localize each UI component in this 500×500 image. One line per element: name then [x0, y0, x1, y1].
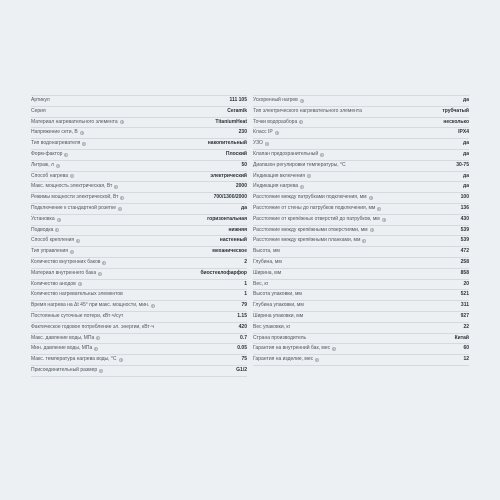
info-icon[interactable]: i	[316, 358, 318, 363]
spec-label-text: Тип электрического нагревательного элемента	[253, 107, 362, 114]
info-icon[interactable]: i	[104, 260, 105, 265]
spec-value: IPX4	[458, 129, 469, 136]
spec-row	[253, 334, 469, 345]
spec-row	[253, 355, 469, 366]
spec-value: 0.7	[240, 334, 247, 341]
spec-value: несколько	[443, 118, 469, 125]
info-icon[interactable]: i	[383, 217, 385, 222]
spec-value: 50	[241, 161, 247, 168]
spec-row	[31, 128, 247, 139]
spec-row	[253, 236, 469, 247]
spec-row	[31, 290, 247, 301]
spec-label-text: Высота, мм	[253, 248, 280, 255]
spec-label-text: Материал нагревательного элемента	[31, 118, 118, 125]
spec-label-text: Подключение к стандартной розетке	[31, 204, 116, 211]
spec-value: 430	[460, 215, 469, 222]
spec-label	[31, 96, 50, 106]
spec-label-text: Глубина упаковки, мм	[253, 302, 304, 309]
spec-value: 60	[463, 345, 469, 352]
spec-label-text: Время нагрева на Δt 45° при макс. мощности, мин.	[31, 302, 150, 309]
spec-sheet	[31, 95, 469, 377]
spec-label-text: Расстояние между крепёжными планками, мм	[253, 237, 361, 244]
spec-label-text: УЗО	[253, 140, 263, 147]
spec-value: 136	[460, 204, 469, 211]
spec-row	[253, 312, 469, 323]
spec-label-text: Подводка	[31, 226, 54, 233]
spec-label	[31, 172, 74, 182]
spec-label-text: Страна производитель	[253, 334, 307, 341]
spec-value: G1/2	[236, 366, 247, 373]
spec-label-text: Высота упаковки, мм	[253, 291, 302, 298]
spec-label	[253, 96, 304, 106]
spec-label	[31, 247, 74, 257]
spec-label	[253, 139, 269, 149]
spec-label-text: Серия	[31, 107, 46, 114]
info-icon[interactable]: i	[77, 239, 79, 244]
spec-row	[253, 323, 469, 334]
spec-row	[31, 182, 247, 193]
spec-row	[31, 150, 247, 161]
spec-row	[253, 290, 469, 301]
spec-label	[31, 344, 98, 354]
spec-value: 539	[460, 237, 469, 244]
spec-label	[253, 172, 311, 182]
spec-label	[31, 118, 124, 128]
spec-value: трубчатый	[442, 107, 469, 114]
spec-label-text: Макс. температура нагрева воды, °С	[31, 356, 117, 363]
spec-row	[31, 247, 247, 258]
spec-label	[253, 204, 381, 214]
spec-label	[253, 182, 304, 192]
spec-label-text: Расстояние от крепёжных отверстий до патрубков, мм	[253, 215, 380, 222]
spec-row	[253, 215, 469, 226]
spec-value: да	[463, 183, 469, 190]
spec-label-text: Установка	[31, 215, 55, 222]
spec-row	[31, 301, 247, 312]
spec-label	[31, 269, 102, 279]
spec-value: 30-75	[456, 161, 469, 168]
spec-label	[253, 280, 268, 290]
spec-value: горизонтальная	[207, 215, 247, 222]
spec-label	[31, 215, 61, 225]
spec-value: 472	[460, 248, 469, 255]
spec-label	[31, 150, 68, 160]
spec-label	[31, 312, 123, 322]
spec-row	[31, 280, 247, 291]
spec-row	[253, 247, 469, 258]
spec-row	[31, 161, 247, 172]
info-icon[interactable]: i	[152, 304, 154, 309]
spec-label	[253, 344, 336, 354]
spec-value: 20	[463, 280, 469, 287]
spec-value: 12	[463, 356, 469, 363]
spec-label-text: Класс IP	[253, 129, 273, 136]
spec-row	[253, 161, 469, 172]
spec-label	[31, 366, 103, 376]
spec-label	[253, 290, 302, 300]
spec-label	[253, 107, 362, 117]
spec-value: да	[463, 97, 469, 103]
spec-label-text: Ускоренный нагрев	[253, 97, 298, 103]
spec-label-text: Способ крепления	[31, 237, 75, 244]
spec-label-text: Клапан предохранительный	[253, 150, 319, 157]
spec-label	[31, 301, 155, 311]
spec-label	[31, 139, 86, 149]
spec-label-text: Глубина, мм	[253, 258, 282, 265]
spec-label-text: Количество внутренних баков	[31, 258, 101, 265]
spec-row	[31, 355, 247, 366]
spec-row	[253, 226, 469, 237]
spec-label	[31, 193, 124, 203]
info-icon[interactable]: i	[301, 98, 303, 103]
spec-value: Китай	[454, 334, 469, 341]
spec-label-text: Постоянные суточные потери, кВт·ч/сут	[31, 312, 124, 319]
spec-label-text: Вес упаковки, кг	[253, 323, 291, 330]
spec-label-text: Ширина упаковки, мм	[253, 312, 304, 319]
spec-label	[31, 355, 123, 365]
spec-label	[253, 258, 282, 268]
spec-label-text: Индикация нагрева	[253, 183, 299, 190]
spec-label-text: Напряжение сети, В	[31, 129, 78, 136]
spec-label	[31, 280, 82, 290]
spec-value: 1	[244, 291, 247, 298]
spec-label-text: Тип управления	[31, 248, 68, 255]
info-icon[interactable]: i	[97, 336, 99, 341]
spec-label-text: Артикул	[31, 97, 50, 103]
spec-value: 1.15	[237, 312, 247, 319]
spec-row	[253, 204, 469, 215]
spec-row	[253, 107, 469, 118]
spec-value: 927	[460, 312, 469, 319]
spec-row	[253, 269, 469, 280]
info-icon[interactable]: i	[115, 185, 117, 190]
spec-label-text: Гарантия на изделие, мес	[253, 356, 314, 363]
info-icon[interactable]: i	[83, 142, 85, 147]
spec-row	[31, 312, 247, 323]
info-icon[interactable]: i	[321, 152, 323, 157]
spec-value: 75	[241, 356, 247, 363]
spec-value: электрический	[210, 172, 247, 179]
info-icon[interactable]: i	[300, 120, 302, 125]
spec-label	[253, 150, 324, 160]
spec-row	[253, 128, 469, 139]
spec-value: 0.05	[237, 345, 247, 352]
spec-row	[253, 95, 469, 107]
spec-value: настенный	[219, 237, 247, 244]
info-icon[interactable]: i	[301, 185, 303, 190]
spec-row	[253, 280, 469, 291]
spec-row	[31, 323, 247, 334]
info-icon[interactable]: i	[65, 152, 67, 157]
spec-row	[31, 366, 247, 377]
spec-row	[31, 269, 247, 280]
spec-label	[253, 193, 373, 203]
spec-row	[31, 236, 247, 247]
spec-row	[253, 182, 469, 193]
spec-value: да	[463, 172, 469, 179]
spec-value: 2000	[235, 183, 247, 190]
spec-label	[253, 334, 306, 344]
spec-row	[253, 258, 469, 269]
spec-label-text: Мин. давление воды, МПа	[31, 345, 93, 352]
info-icon[interactable]: i	[371, 228, 372, 233]
spec-row	[253, 150, 469, 161]
spec-value: механическое	[212, 248, 247, 255]
spec-row	[31, 172, 247, 183]
spec-label	[31, 334, 100, 344]
spec-label-text: Гарантия на внутренний бак, мес	[253, 345, 331, 352]
spec-row	[253, 193, 469, 204]
spec-row	[253, 172, 469, 183]
spec-row	[31, 139, 247, 150]
spec-label-text: Вес, кг	[253, 280, 269, 287]
spec-row	[31, 215, 247, 226]
spec-value: накопительный	[207, 140, 247, 147]
spec-row	[253, 118, 469, 129]
spec-label	[253, 118, 303, 128]
spec-label-text: Макс. давление воды, МПа	[31, 334, 95, 341]
spec-label	[31, 128, 84, 138]
spec-label-text: Способ нагрева	[31, 172, 68, 179]
spec-row	[31, 226, 247, 237]
info-icon[interactable]: i	[95, 347, 97, 352]
info-icon[interactable]: i	[378, 206, 380, 211]
info-icon[interactable]: i	[122, 196, 123, 201]
spec-row	[31, 344, 247, 355]
spec-column-right	[253, 95, 469, 377]
spec-label	[31, 226, 59, 236]
spec-value: 858	[460, 269, 469, 276]
spec-value: 111 105	[229, 97, 247, 103]
spec-label-text: Расстояние между крепёжными отверстиями, мм	[253, 226, 368, 233]
info-icon[interactable]: i	[57, 228, 58, 233]
spec-value: биостеклофарфор	[200, 269, 247, 276]
spec-value: 258	[460, 258, 469, 265]
spec-row	[253, 301, 469, 312]
info-icon[interactable]: i	[79, 282, 81, 287]
info-icon[interactable]: i	[100, 368, 102, 373]
spec-column-left	[31, 95, 247, 377]
spec-label	[31, 323, 154, 333]
spec-label	[31, 290, 123, 300]
spec-label-text: Тип водонагревателя	[31, 140, 81, 147]
spec-label-text: Режимы мощности электрической, Вт	[31, 194, 119, 201]
info-icon[interactable]: i	[333, 347, 335, 352]
info-icon[interactable]: i	[308, 174, 310, 179]
spec-label	[253, 269, 281, 279]
spec-label-text: Макс. мощность электрическая, Вт	[31, 183, 113, 190]
spec-label	[253, 312, 303, 322]
info-icon[interactable]: i	[99, 271, 101, 276]
spec-value: да	[241, 204, 247, 211]
spec-label-text: Расстояние между патрубками подключения, мм	[253, 194, 367, 201]
spec-label-text: Материал внутреннего бака	[31, 269, 97, 276]
info-icon[interactable]: i	[370, 196, 372, 201]
spec-value: 420	[238, 323, 247, 330]
spec-row	[31, 118, 247, 129]
spec-row	[31, 258, 247, 269]
spec-label	[253, 323, 290, 333]
spec-label-text: Количество анодов	[31, 280, 76, 287]
spec-row	[253, 344, 469, 355]
spec-label	[31, 236, 80, 246]
info-icon[interactable]: i	[57, 163, 59, 168]
spec-label	[253, 247, 280, 257]
spec-label	[253, 301, 304, 311]
spec-value: да	[463, 150, 469, 157]
info-icon[interactable]: i	[58, 217, 60, 222]
info-icon[interactable]: i	[276, 131, 278, 136]
spec-label-text: Диапазон регулировки температуры, °С	[253, 161, 346, 168]
spec-value: Ceramik	[227, 107, 247, 114]
spec-value: 311	[460, 302, 469, 309]
spec-label	[253, 161, 346, 171]
spec-label	[31, 161, 60, 171]
spec-row	[31, 95, 247, 107]
spec-value: Плоский	[225, 150, 247, 157]
spec-label-text: Литраж, л	[31, 161, 54, 168]
spec-label	[253, 236, 366, 246]
spec-value: TitaniumHeat	[215, 118, 247, 125]
info-icon[interactable]: i	[121, 120, 123, 125]
spec-label	[31, 107, 46, 117]
info-icon[interactable]: i	[120, 358, 121, 363]
spec-label-text: Точки водоразбора	[253, 118, 298, 125]
spec-label	[253, 355, 319, 365]
info-icon[interactable]: i	[363, 239, 365, 244]
spec-label	[31, 204, 122, 214]
spec-row	[253, 139, 469, 150]
spec-value: 539	[460, 226, 469, 233]
spec-value: 79	[241, 302, 247, 309]
spec-value: 100	[460, 194, 469, 201]
info-icon[interactable]: i	[71, 174, 73, 179]
spec-label-text: Ширина, мм	[253, 269, 282, 276]
spec-label-text: Количество нагревательных элементов	[31, 291, 123, 298]
spec-value: да	[463, 140, 469, 147]
spec-value: 230	[238, 129, 247, 136]
spec-label-text: Форм-фактор	[31, 150, 63, 157]
spec-label-text: Присоединительный размер	[31, 366, 98, 373]
info-icon[interactable]: i	[266, 142, 268, 147]
spec-row	[31, 204, 247, 215]
spec-value: 1	[244, 280, 247, 287]
spec-row	[31, 334, 247, 345]
info-icon[interactable]: i	[71, 250, 73, 255]
spec-value: 2	[244, 258, 247, 265]
spec-value: 22	[463, 323, 469, 330]
spec-value: 700/1300/2000	[213, 194, 247, 201]
spec-label	[31, 258, 106, 268]
spec-value: нижняя	[228, 226, 247, 233]
spec-label-text: Фактическое годовое потребление эл. энергии, кВт·ч	[31, 323, 154, 330]
spec-label-text: Индикация включения	[253, 172, 306, 179]
spec-row	[31, 193, 247, 204]
spec-label	[253, 215, 386, 225]
spec-label	[253, 226, 374, 236]
spec-value: 521	[460, 291, 469, 298]
spec-label	[253, 128, 279, 138]
spec-row	[31, 107, 247, 118]
info-icon[interactable]: i	[119, 206, 121, 211]
spec-label-text: Расстояние от стены до патрубков подключения, мм	[253, 204, 376, 211]
info-icon[interactable]: i	[81, 131, 83, 136]
spec-label	[31, 182, 118, 192]
